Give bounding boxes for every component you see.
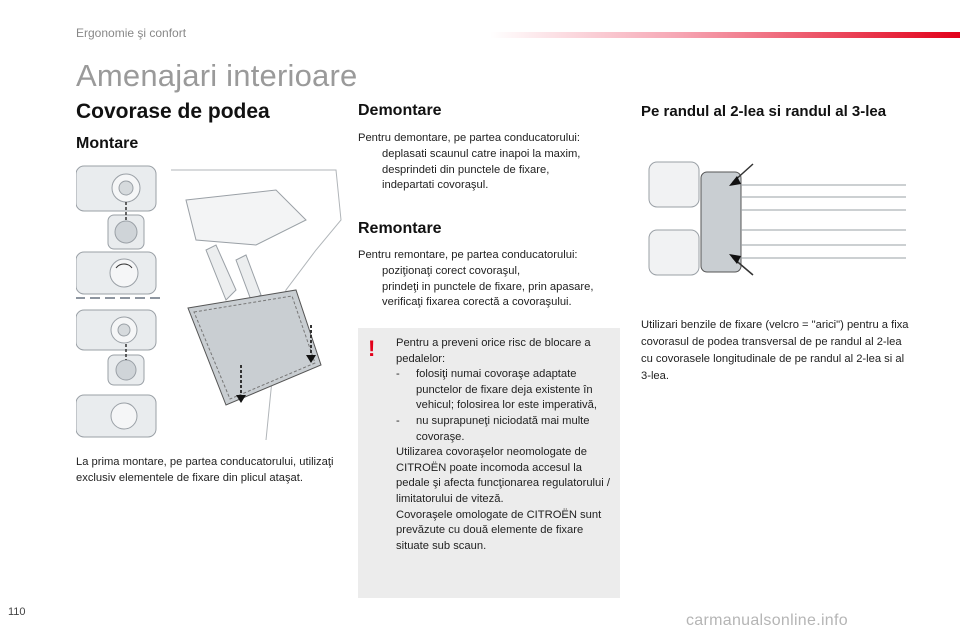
remontare-text [358,248,628,311]
list-item: - folosiţi numai covoraşe adaptate punctelor de fixare deja existente în vehicul; folosirea lor este imperativă, [396,368,597,412]
remontare-intro: Pentru remontare, pe partea conducatorului: [358,249,578,261]
warning-intro: Pentru a preveni orice risc de blocare a pedalelor: [396,337,591,365]
warning-icon: ! [368,336,376,361]
list-item: poziţionaţi corect covoraşul, [358,264,628,280]
demontare-text [358,131,628,194]
warning-paragraph-1: Utilizarea covoraşelor neomologate de CITROËN poate incomoda accesul la pedale şi afecta funcţionarea regulatorului / limitatorului de viteză. [396,446,610,505]
list-item: desprindeti din punctele de fixare, [358,163,628,179]
randul-heading: Pe randul al 2-lea si randul al 3-lea [641,103,887,120]
list-item: deplasati scaunul catre inapoi la maxim, [358,147,628,163]
warning-box [358,328,620,598]
watermark: carmanualsonline.info [686,612,848,629]
list-item: prindeţi in punctele de fixare, prin apasare, [358,280,628,296]
bullet-icon [358,147,382,163]
warning-text [396,336,612,554]
seat-front-right [649,230,699,275]
list-item: indepartati covoraşul. [358,178,628,194]
bullet-icon [358,178,382,194]
randul-text: Utilizari benzile de fixare (velcro = "arici") pentru a fixa covorasul de podea transversal de pe randul al 2-lea cu covorasele longitudinale de pe randul al 2-lea si al 3-lea. [641,319,909,382]
demontare-heading: Demontare [358,102,442,119]
bullet-icon [358,295,382,311]
montare-text: La prima montare, pe partea conducatorului, utilizaţi exclusiv elementele de fixare din plicul ataşat. [76,456,334,484]
remontare-heading: Remontare [358,220,442,237]
list-item: verificaţi fixarea corectă a covoraşului. [358,295,628,311]
montare-illustration [76,160,346,445]
list-item: - nu suprapuneţi niciodată mai multe covoraşe. [396,414,590,443]
demontare-intro: Pentru demontare, pe partea conducatorului: [358,132,581,144]
page-title: Amenajari interioare [76,58,358,93]
header-accent-bar [490,32,960,38]
bullet-icon [358,280,382,296]
montare-heading: Montare [76,135,139,152]
bullet-icon [358,264,382,280]
page-number: 110 [8,606,26,618]
seats-illustration [641,150,911,285]
seat-front-left [649,162,699,207]
warning-paragraph-2: Covoraşele omologate de CITROËN sunt prevăzute cu două elemente de fixare situate sub scaun. [396,508,602,552]
bullet-icon [358,163,382,179]
covorase-heading: Covorase de podea [76,100,270,123]
header-section-label: Ergonomie şi confort [76,26,187,40]
